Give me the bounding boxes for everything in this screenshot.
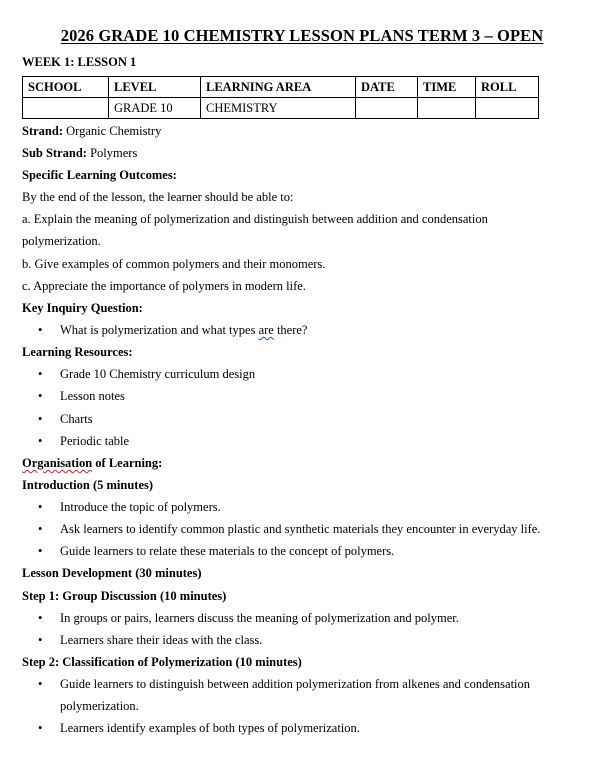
resource-item: Grade 10 Chemistry curriculum design [60, 367, 256, 381]
introduction-heading: Introduction (5 minutes) [22, 478, 154, 492]
cell-learning-area: CHEMISTRY [201, 98, 356, 119]
header-time: TIME [418, 77, 476, 98]
bullet-icon: • [38, 721, 43, 735]
slo-intro: By the end of the lesson, the learner should be able to: [22, 190, 294, 204]
week-lesson-label: WEEK 1: LESSON 1 [22, 55, 137, 69]
resources-heading: Learning Resources: [22, 345, 133, 359]
header-date: DATE [356, 77, 418, 98]
resource-item: Periodic table [60, 434, 130, 448]
resource-item: Charts [60, 412, 93, 426]
step2-item: Guide learners to distinguish between addition polymerization from alkenes and condensation [60, 677, 531, 691]
cell-roll [476, 98, 539, 119]
strand-line [22, 124, 161, 139]
bullet-icon: • [38, 522, 43, 536]
cell-time [418, 98, 476, 119]
lesson-info-table [22, 76, 539, 119]
introduction-item: Ask learners to identify common plastic and synthetic materials they encounter in everyday life. [60, 522, 541, 536]
bullet-icon: • [38, 323, 43, 337]
introduction-item: Guide learners to relate these materials to the concept of polymers. [60, 544, 395, 558]
slo-item-a: a. Explain the meaning of polymerization and distinguish between addition and condensation [22, 212, 488, 226]
kiq-question: What is polymerization and what types are there? [60, 323, 308, 337]
slo-item-c: c. Appreciate the importance of polymers in modern life. [22, 279, 306, 293]
header-learning-area: LEARNING AREA [201, 77, 356, 98]
header-level: LEVEL [109, 77, 201, 98]
bullet-icon: • [38, 611, 43, 625]
bullet-icon: • [38, 389, 43, 403]
step2-item: Learners identify examples of both types of polymerization. [60, 721, 360, 735]
step1-item: In groups or pairs, learners discuss the meaning of polymerization and polymer. [60, 611, 459, 625]
development-heading: Lesson Development (30 minutes) [22, 566, 202, 580]
header-roll: ROLL [476, 77, 539, 98]
info-table-data-row [23, 98, 539, 119]
slo-item-a-cont: polymerization. [22, 234, 101, 248]
bullet-icon: • [38, 633, 43, 647]
bullet-icon: • [38, 367, 43, 381]
spelling-flag[interactable]: Organisation [22, 456, 93, 470]
sub-strand-line [22, 146, 137, 161]
sub-strand-label: Sub Strand: [22, 146, 87, 160]
step2-item-cont: polymerization. [60, 699, 139, 713]
cell-date [356, 98, 418, 119]
slo-heading: Specific Learning Outcomes: [22, 168, 177, 182]
header-school: SCHOOL [23, 77, 109, 98]
info-table-header-row [23, 77, 539, 98]
bullet-icon: • [38, 544, 43, 558]
step1-item: Learners share their ideas with the class. [60, 633, 263, 647]
introduction-item: Introduce the topic of polymers. [60, 500, 221, 514]
bullet-icon: • [38, 434, 43, 448]
grammar-flag[interactable]: are [258, 323, 274, 337]
strand-value: Organic Chemistry [62, 124, 162, 138]
sub-strand-value: Polymers [86, 146, 138, 160]
bullet-icon: • [38, 677, 43, 691]
bullet-icon: • [38, 412, 43, 426]
document-title: 2026 GRADE 10 CHEMISTRY LESSON PLANS TERM 3 – OPEN [60, 26, 544, 45]
strand-label: Strand: [22, 124, 63, 138]
kiq-heading: Key Inquiry Question: [22, 301, 143, 315]
cell-school [23, 98, 109, 119]
step1-heading: Step 1: Group Discussion (10 minutes) [22, 589, 227, 603]
resource-item: Lesson notes [60, 389, 125, 403]
bullet-icon: • [38, 500, 43, 514]
slo-item-b: b. Give examples of common polymers and their monomers. [22, 257, 326, 271]
step2-heading: Step 2: Classification of Polymerization (10 minutes) [22, 655, 302, 669]
organisation-heading: Organisation of Learning: [22, 456, 163, 470]
cell-level: GRADE 10 [109, 98, 201, 119]
